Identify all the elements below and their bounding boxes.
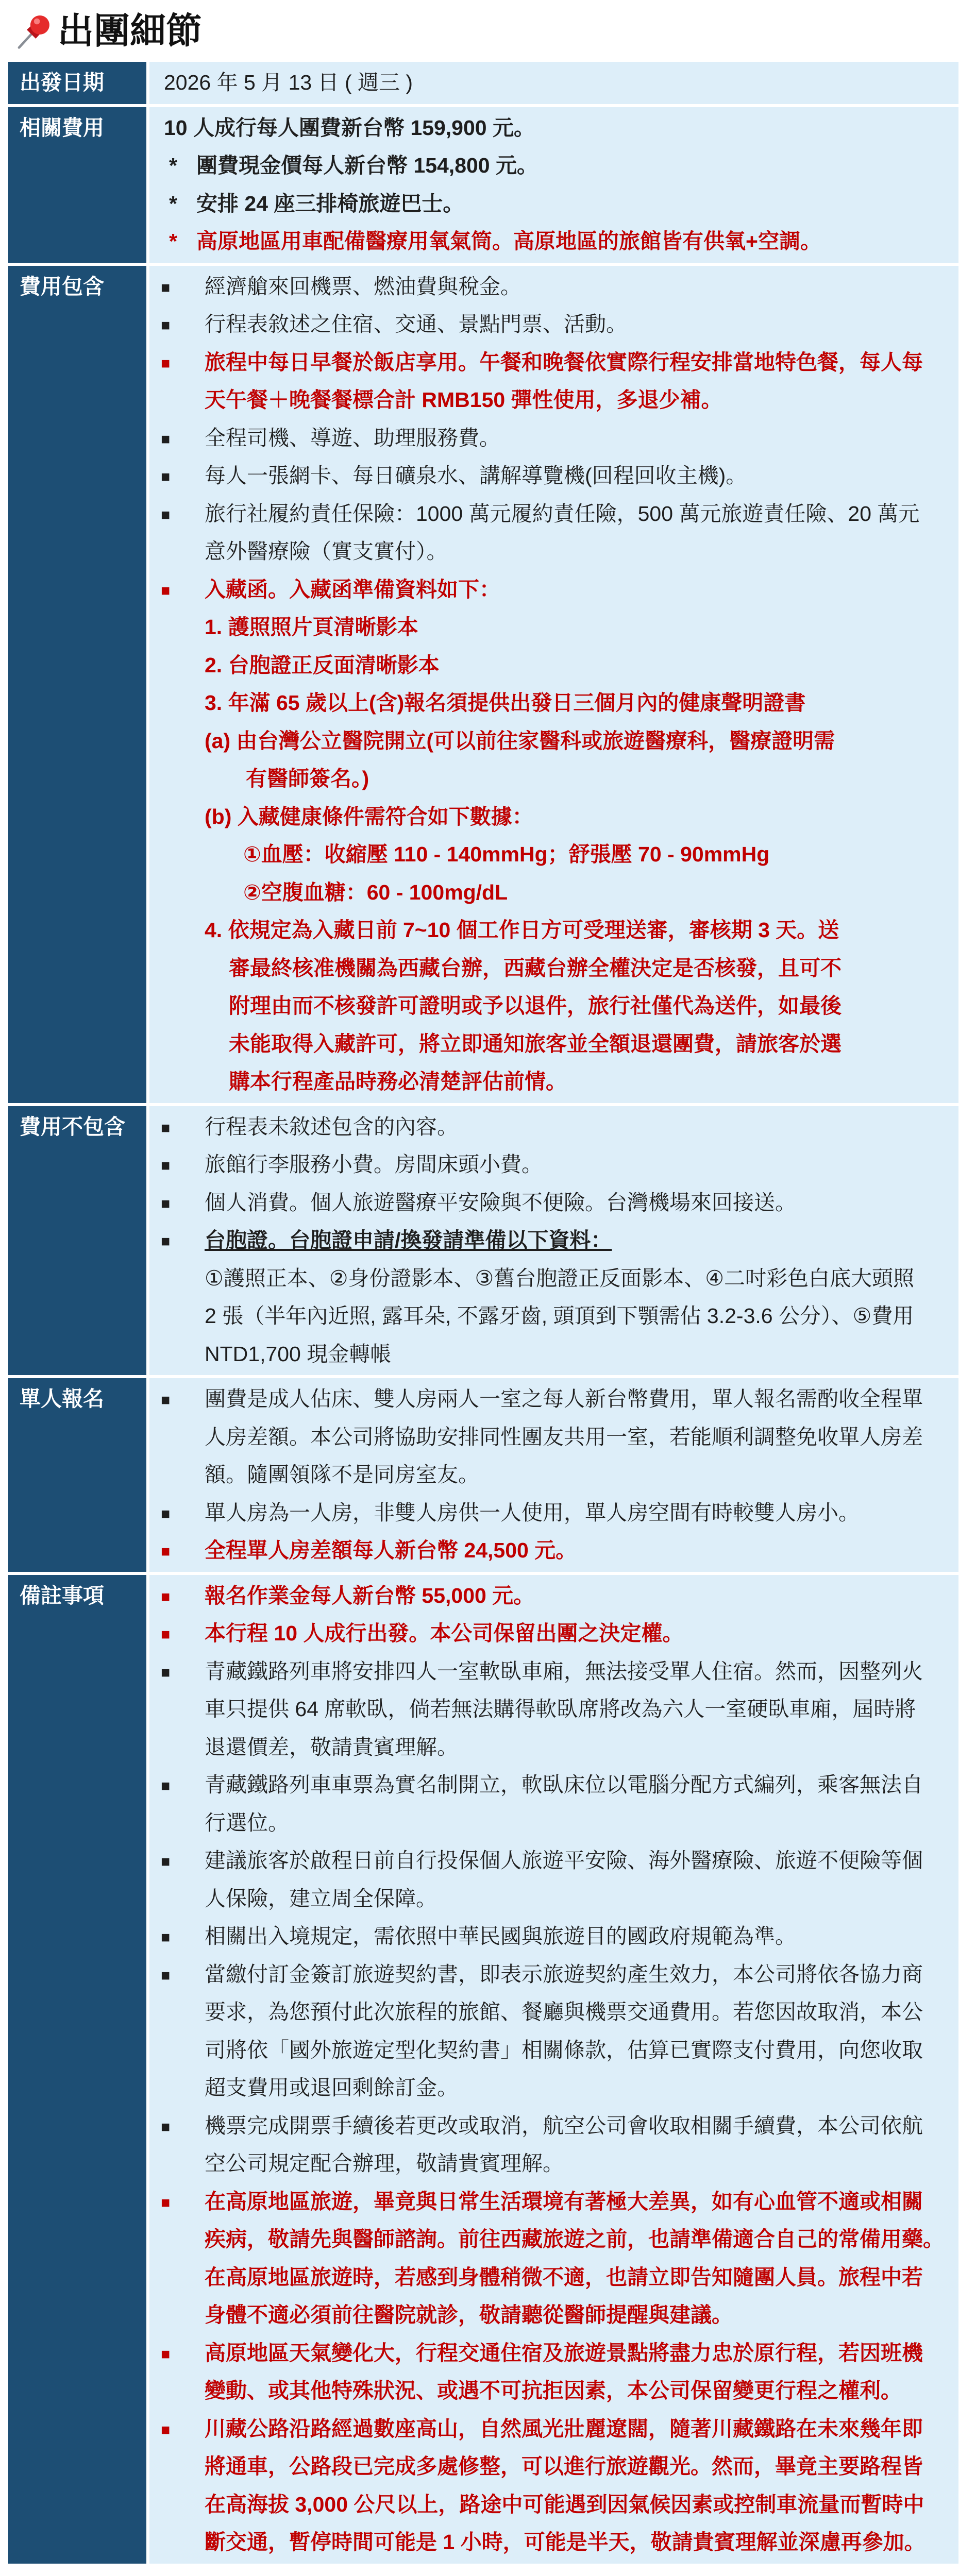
row-content: [149, 62, 958, 104]
list-item: [161, 344, 951, 419]
item-line: [161, 2372, 951, 2410]
item-text: 2026 年 5 月 13 日 ( 週三 ): [164, 71, 413, 94]
list-item: [161, 1615, 951, 1653]
sub-item-text: 有醫師簽名。): [246, 767, 369, 790]
sub-item: [161, 608, 951, 647]
sub-item-text: 審最終核准機關為西藏台辦，西藏台辦全權決定是否核發，且可不: [229, 956, 842, 980]
item-line: [161, 2259, 951, 2297]
item-line: [161, 223, 951, 261]
item-line: [161, 1615, 951, 1653]
list-item: [161, 109, 951, 147]
sub-item-line: [161, 1260, 951, 1298]
row-content: [149, 107, 958, 263]
sub-item-text: 1. 護照照片頁清晰影本: [205, 615, 418, 639]
sub-item-text: ②空腹血糖：60 - 100mg/dL: [243, 880, 508, 904]
item-text: 安排 24 座三排椅旅遊巴士。: [196, 191, 464, 215]
list-item: [161, 1380, 951, 1494]
list-item: [161, 1532, 951, 1570]
square-bullet-icon: ■: [161, 354, 171, 372]
square-bullet-icon: ■: [161, 1929, 171, 1946]
list-item: [161, 1108, 951, 1146]
item-text: 要求，為您預付此次旅程的旅館、餐廳與機票交通費用。若您因故取消，本公: [205, 2000, 923, 2024]
square-bullet-icon: ■: [161, 1777, 171, 1794]
list-item: [161, 419, 951, 457]
pushpin-icon: [15, 12, 54, 50]
row-content: [149, 1378, 958, 1572]
sub-item: [161, 1260, 951, 1374]
item-text: 將通車，公路段已完成多處修整，可以進行旅遊觀光。然而，畢竟主要路程皆: [205, 2454, 923, 2478]
list-item: [161, 1956, 951, 2107]
sub-item-text: ①血壓：收縮壓 110 - 140mmHg；舒張壓 70 - 90mmHg: [243, 842, 770, 866]
sub-item: [161, 836, 951, 874]
item-text: 當繳付訂金簽訂旅遊契約書，即表示旅遊契約產生效力，本公司將依各協力商: [205, 1962, 923, 1986]
item-line: [161, 571, 951, 609]
page-title-text: 出團細節: [58, 11, 202, 51]
sub-item-line: [161, 950, 951, 988]
item-line: [161, 1418, 951, 1456]
sub-item-line: [161, 1063, 951, 1101]
item-text: 超支費用或退回剩餘訂金。: [205, 2076, 458, 2099]
list-item: [161, 571, 951, 1101]
item-text: 團費是成人佔床、雙人房兩人一室之每人新台幣費用，單人報名需酌收全程單: [205, 1387, 923, 1411]
sub-item-line: [161, 684, 951, 722]
item-text: 川藏公路沿路經過數座高山，自然風光壯麗遼闊，隨著川藏鐵路在未來幾年即: [205, 2416, 923, 2441]
square-bullet-icon: ■: [161, 1233, 171, 1250]
row-related-fees: [8, 107, 958, 263]
item-line: [161, 381, 951, 419]
item-line: [161, 2107, 951, 2145]
item-line: [161, 1653, 951, 1691]
row-content: [149, 1106, 958, 1376]
sub-item-line: [161, 722, 951, 760]
square-bullet-icon: ■: [161, 1157, 171, 1174]
item-text: 行選位。: [205, 1810, 289, 1835]
item-line: [161, 1993, 951, 2031]
item-text: 旅行社履約責任保險：1000 萬元履約責任險，500 萬元旅遊責任險、20 萬元: [205, 501, 920, 526]
sub-item-text: NTD1,700 現金轉帳: [205, 1342, 392, 1366]
sub-item-line: [161, 874, 951, 912]
square-bullet-icon: ■: [161, 1588, 171, 1605]
sub-item-text: 2 張（半年內近照, 露耳朵, 不露牙齒, 頭頂到下顎需佔 3.2-3.6 公分）、⑤費用: [205, 1304, 914, 1328]
sub-item-text: 3. 年滿 65 歲以上(含)報名須提供出發日三個月內的健康聲明證書: [205, 691, 806, 715]
list-item: [161, 64, 951, 102]
list-item: [161, 185, 951, 223]
square-bullet-icon: ■: [161, 2421, 171, 2438]
item-line: [161, 1842, 951, 1880]
list-item: [161, 1494, 951, 1532]
sub-item-line: [161, 1297, 951, 1335]
item-line: [161, 268, 951, 306]
item-text: 空公司規定配合辦理，敬請貴賓理解。: [205, 2151, 564, 2175]
row-label: 出發日期: [8, 62, 146, 104]
item-text: 相關出入境規定，需依照中華民國與旅遊目的國政府規範為準。: [205, 1924, 796, 1948]
row-single-registration: [8, 1378, 958, 1572]
list-item: [161, 147, 951, 185]
square-bullet-icon: ■: [161, 582, 171, 599]
sub-item-line: [161, 987, 951, 1025]
list-item: [161, 2334, 951, 2410]
item-text: 人保險，建立周全保障。: [205, 1886, 437, 1910]
sub-item-line: [161, 1025, 951, 1063]
item-text: 退還價差，敬請貴賓理解。: [205, 1735, 458, 1759]
sub-item-line: [161, 647, 951, 685]
row-label: 費用不包含: [8, 1106, 146, 1376]
item-line: [161, 495, 951, 533]
item-line: [161, 1804, 951, 1842]
item-text: 在高原地區旅遊時，若感到身體稍微不適，也請立即告知隨團人員。旅程中若: [205, 2265, 923, 2289]
square-bullet-icon: ■: [161, 430, 171, 448]
item-text: 司將依「國外旅遊定型化契約書」相關條款，估算已實際支付費用，向您收取: [205, 2038, 923, 2062]
item-line: [161, 147, 951, 185]
item-line: [161, 2486, 951, 2524]
item-line: [161, 2031, 951, 2070]
square-bullet-icon: ■: [161, 317, 171, 334]
item-text: 個人消費。個人旅遊醫療平安險與不便險。台灣機場來回接送。: [205, 1190, 796, 1214]
item-line: [161, 1184, 951, 1222]
square-bullet-icon: ■: [161, 1664, 171, 1681]
item-text: 在高原地區旅遊，畢竟與日常生活環境有著極大差異，如有心血管不適或相關: [205, 2189, 923, 2213]
item-text: 在高海拔 3,000 公尺以上，路途中可能遇到因氣候因素或控制車流量而暫時中: [205, 2492, 924, 2516]
item-line: [161, 1222, 951, 1260]
sub-item-text: 4. 依規定為入藏日前 7~10 個工作日方可受理送審，審核期 3 天。送: [205, 918, 839, 942]
item-line: [161, 1380, 951, 1418]
item-line: [161, 2221, 951, 2259]
list-item: [161, 1766, 951, 1842]
item-line: [161, 1577, 951, 1615]
square-bullet-icon: ■: [161, 506, 171, 523]
item-text: 青藏鐵路列車將安排四人一室軟臥車廂，無法接受單人住宿。然而，因整列火: [205, 1659, 923, 1683]
sub-item-text: 購本行程產品時務必清楚評估前情。: [229, 1070, 567, 1093]
item-text: 變動、或其他特殊狀況、或遇不可抗拒因素，本公司保留變更行程之權利。: [205, 2379, 902, 2402]
square-bullet-icon: ■: [161, 1119, 171, 1137]
item-text: 報名作業金每人新台幣 55,000 元。: [205, 1583, 535, 1607]
list-item: [161, 1842, 951, 1918]
item-text: 團費現金價每人新台幣 154,800 元。: [196, 154, 538, 177]
item-text: 全程單人房差額每人新台幣 24,500 元。: [205, 1538, 577, 1562]
square-bullet-icon: ■: [161, 1195, 171, 1212]
item-line: [161, 2145, 951, 2183]
item-line: [161, 419, 951, 457]
item-line: [161, 1918, 951, 1956]
item-line: [161, 1880, 951, 1918]
list-item: [161, 1222, 951, 1373]
sub-item: [161, 647, 951, 685]
square-bullet-icon: ■: [161, 1505, 171, 1522]
row-label: 相關費用: [8, 107, 146, 263]
square-bullet-icon: ■: [161, 2118, 171, 2136]
list-item: [161, 457, 951, 495]
page-title: [0, 0, 976, 62]
sub-item-line: [161, 911, 951, 950]
square-bullet-icon: ■: [161, 1626, 171, 1643]
item-line: [161, 64, 951, 102]
item-text: 旅程中每日早餐於飯店享用。午餐和晚餐依實際行程安排當地特色餐，每人每: [205, 350, 923, 374]
item-line: [161, 2296, 951, 2334]
list-item: [161, 1918, 951, 1956]
list-item: [161, 223, 951, 261]
square-bullet-icon: ■: [161, 1967, 171, 1984]
item-text: 入藏函。入藏函準備資料如下：: [205, 577, 500, 601]
list-item: [161, 2107, 951, 2183]
sub-item: [161, 798, 951, 836]
item-text: 旅館行李服務小費。房間床頭小費。: [205, 1153, 543, 1176]
item-line: [161, 185, 951, 223]
row-fees-included: [8, 266, 958, 1103]
sub-item: [161, 722, 951, 798]
item-text: 疾病，敬請先與醫師諮詢。前往西藏旅遊之前，也請準備適合自己的常備用藥。: [205, 2227, 944, 2251]
list-item: [161, 1577, 951, 1615]
item-line: [161, 1494, 951, 1532]
sub-item-text: (a) 由台灣公立醫院開立(可以前往家醫科或旅遊醫療科，醫療證明需: [205, 728, 835, 753]
item-line: [161, 109, 951, 147]
item-text: 意外醫療險（實支實付）。: [205, 539, 448, 563]
row-content: [149, 1575, 958, 2564]
item-text: 斷交通，暫停時間可能是 1 小時，可能是半天，敬請貴賓理解並深慮再參加。: [205, 2530, 925, 2554]
row-label: 單人報名: [8, 1378, 146, 1572]
list-item: [161, 2183, 951, 2334]
sub-item-text: 未能取得入藏許可，將立即通知旅客並全額退還團費，請旅客於選: [229, 1031, 842, 1056]
square-bullet-icon: ■: [161, 1853, 171, 1870]
row-content: [149, 266, 958, 1103]
row-fees-excluded: [8, 1106, 958, 1376]
list-item: [161, 1184, 951, 1222]
item-line: [161, 2410, 951, 2448]
list-item: [161, 268, 951, 306]
item-line: [161, 533, 951, 571]
sub-item-text: 2. 台胞證正反面清晰影本: [205, 653, 440, 677]
sub-item-text: 附理由而不核發許可證明或予以退件，旅行社僅代為送件，如最後: [229, 994, 842, 1018]
row-remarks: [8, 1575, 958, 2564]
sub-item-line: [161, 798, 951, 836]
tour-details-table: [8, 62, 958, 2564]
sub-item: [161, 911, 951, 1101]
row-label: 費用包含: [8, 266, 146, 1103]
item-text: 高原地區用車配備醫療用氧氣筒。高原地區的旅館皆有供氧+空調。: [196, 229, 821, 253]
list-item: [161, 1146, 951, 1184]
item-line: [161, 2523, 951, 2562]
square-bullet-icon: ■: [161, 2345, 171, 2363]
item-text: 全程司機、導遊、助理服務費。: [205, 426, 500, 450]
item-line: [161, 1532, 951, 1570]
item-line: [161, 1766, 951, 1804]
item-text: 台胞證。台胞證申請/換發請準備以下資料：: [205, 1228, 612, 1252]
sub-item-line: [161, 1335, 951, 1374]
sub-item-text: ①護照正本、②身份證影本、③舊台胞證正反面影本、④二吋彩色白底大頭照: [205, 1266, 915, 1290]
item-text: 本行程 10 人成行出發。本公司保留出團之決定權。: [205, 1621, 684, 1645]
square-bullet-icon: ■: [161, 1543, 171, 1560]
item-text: 經濟艙來回機票、燃油費與稅金。: [205, 274, 521, 298]
item-line: [161, 344, 951, 382]
asterisk-bullet-icon: *: [169, 229, 177, 253]
sub-item-line: [161, 608, 951, 647]
item-line: [161, 1690, 951, 1728]
item-text: 機票完成開票手續後若更改或取消，航空公司會收取相關手續費，本公司依航: [205, 2113, 923, 2138]
item-text: 建議旅客於啟程日前自行投保個人旅遊平安險、海外醫療險、旅遊不便險等個: [205, 1849, 923, 1872]
list-item: [161, 2410, 951, 2562]
item-text: 青藏鐵路列車車票為實名制開立，軟臥床位以電腦分配方式編列，乘客無法自: [205, 1773, 923, 1797]
square-bullet-icon: ■: [161, 1392, 171, 1409]
sub-item-line: [161, 836, 951, 874]
item-line: [161, 1728, 951, 1767]
sub-item: [161, 874, 951, 912]
item-line: [161, 2183, 951, 2221]
item-text: 人房差額。本公司將協助安排同性團友共用一室，若能順利調整免收單人房差: [205, 1425, 923, 1449]
list-item: [161, 1653, 951, 1767]
row-departure-date: [8, 62, 958, 104]
item-text: 10 人成行每人團費新台幣 159,900 元。: [164, 115, 535, 140]
list-item: [161, 306, 951, 344]
asterisk-bullet-icon: *: [169, 191, 177, 215]
row-label: 備註事項: [8, 1575, 146, 2564]
sub-item-line: [161, 760, 951, 798]
item-line: [161, 2334, 951, 2372]
item-line: [161, 2069, 951, 2107]
item-line: [161, 1956, 951, 1994]
item-text: 天午餐＋晚餐餐標合計 RMB150 彈性使用，多退少補。: [205, 388, 722, 412]
item-text: 每人一張網卡、每日礦泉水、講解導覽機(回程回收主機)。: [205, 464, 747, 487]
sub-item: [161, 684, 951, 722]
item-text: 車只提供 64 席軟臥，倘若無法購得軟臥席將改為六人一室硬臥車廂，屆時將: [205, 1697, 916, 1721]
item-text: 行程表未敘述包含的內容。: [205, 1114, 458, 1139]
item-text: 行程表敘述之住宿、交通、景點門票、活動。: [205, 312, 627, 336]
item-line: [161, 1146, 951, 1184]
square-bullet-icon: ■: [161, 2194, 171, 2211]
square-bullet-icon: ■: [161, 468, 171, 485]
asterisk-bullet-icon: *: [169, 154, 177, 177]
sub-item-text: (b) 入藏健康條件需符合如下數據：: [205, 804, 533, 828]
item-text: 身體不適必須前往醫院就診，敬請聽從醫師提醒與建議。: [205, 2303, 733, 2327]
item-line: [161, 1456, 951, 1494]
item-line: [161, 306, 951, 344]
square-bullet-icon: ■: [161, 279, 171, 296]
item-line: [161, 457, 951, 495]
item-line: [161, 2448, 951, 2486]
item-text: 單人房為一人房，非雙人房供一人使用，單人房空間有時較雙人房小。: [205, 1500, 860, 1524]
item-line: [161, 1108, 951, 1146]
item-text: 額。隨團領隊不是同房室友。: [205, 1463, 479, 1486]
item-text: 高原地區天氣變化大，行程交通住宿及旅遊景點將盡力忠於原行程，若因班機: [205, 2341, 923, 2365]
list-item: [161, 495, 951, 571]
